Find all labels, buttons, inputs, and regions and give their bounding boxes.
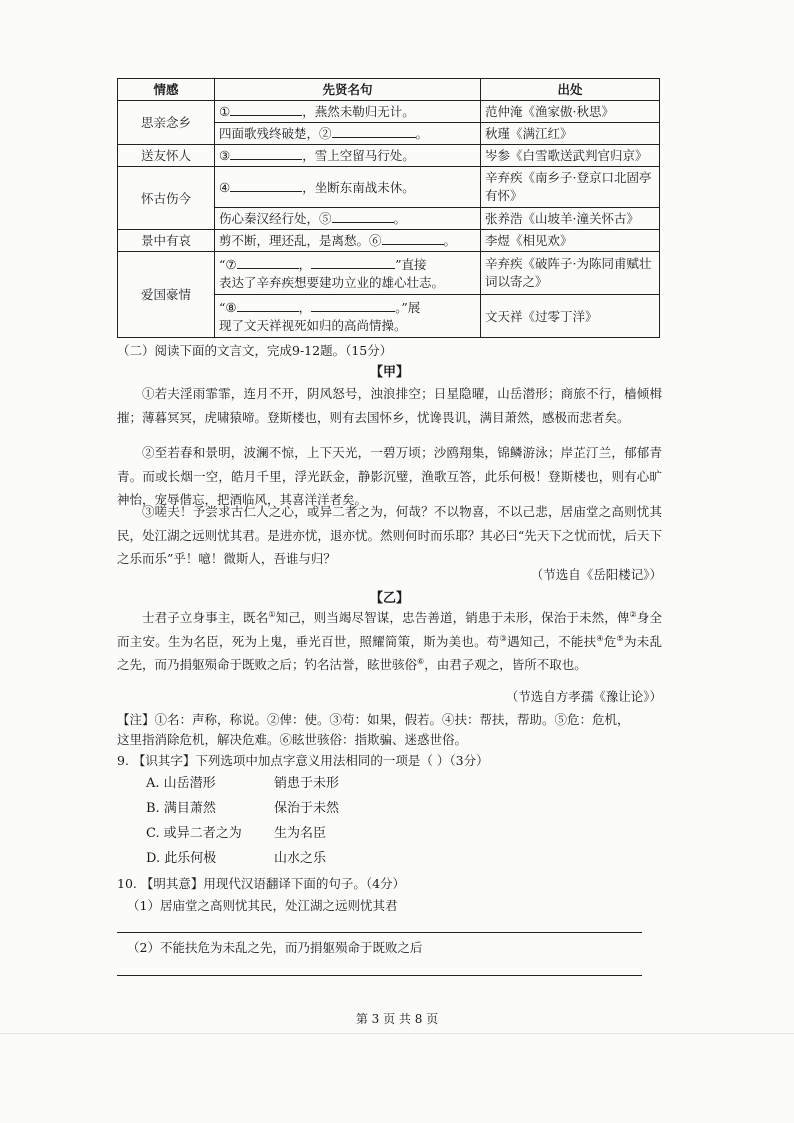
emotion-cell: 爱国豪情	[118, 252, 215, 338]
question-10-sentence-1: （1）居庙堂之高则忧其民，处江湖之远则忧其君	[127, 898, 398, 913]
notes-line-1: 【注】①名：声称，称说。②俾：使。③苟：如果，假若。④扶：帮扶，帮助。⑤危：危机，	[117, 712, 630, 727]
table-row	[118, 252, 660, 295]
quote-cell: ④ ，坐断东南战未休。	[215, 167, 481, 208]
option-a-right: 销患于未形	[274, 776, 340, 791]
option-d-right: 山水之乐	[274, 851, 327, 866]
yi-heading: 【乙】	[369, 591, 409, 606]
option-b-right: 保治于未然	[274, 801, 340, 816]
header-quote: 先贤名句	[215, 79, 481, 101]
section-title: （二）阅读下面的文言文，完成9-12题。（15分）	[117, 343, 393, 358]
header-source: 出处	[481, 79, 660, 101]
answer-line-2[interactable]	[117, 975, 642, 976]
yi-source: （节选自方孝孺《豫让论》）	[505, 689, 662, 704]
fill-blank-6[interactable]	[382, 231, 444, 245]
source-cell: 文天祥《过零丁洋》	[481, 295, 660, 338]
yi-paragraph: 士君子立身事主，既名①知己，则当竭尽智谋，忠告善道，销患于未形，保治于未然，俾②身全而主安。生为名臣，死为上鬼，垂光百世，照耀简策，斯为美也。苟③遇知己，不能扶④危⑤为未乱之先，而乃捐躯殒命于既败之后；钓名沽誉，眩世骇俗⑥，由君子观之，皆所不取也。	[117, 609, 662, 673]
option-c[interactable]: C. 或异二者之为	[146, 826, 242, 841]
table-header-row	[118, 79, 660, 101]
quote-cell: 伤心秦汉经行处，⑤ 。	[215, 208, 481, 230]
jia-heading: 【甲】	[369, 365, 409, 380]
table-row	[118, 145, 660, 167]
source-cell: 岑参《白雪歌送武判官归京》	[481, 145, 660, 167]
table-row	[118, 101, 660, 123]
question-9-stem: 9. 【识其字】下列选项中加点字意义用法相同的一项是（ ）（3分）	[117, 753, 489, 768]
option-a[interactable]: A. 山岳潜形	[146, 776, 216, 791]
footer-divider	[0, 1033, 794, 1034]
source-cell: 秋瑾《满江红》	[481, 123, 660, 145]
table-row	[118, 230, 660, 252]
option-d[interactable]: D. 此乐何极	[146, 851, 217, 866]
emotion-cell: 送友怀人	[118, 145, 215, 167]
fill-blank-1[interactable]	[230, 102, 302, 116]
fill-blank-3[interactable]	[230, 146, 302, 160]
source-cell: 李煜《相见欢》	[481, 230, 660, 252]
source-cell: 张养浩《山坡羊·潼关怀古》	[481, 208, 660, 230]
answer-line-1[interactable]	[117, 932, 642, 933]
source-cell: 辛弃疾《破阵子·为陈同甫赋壮词以寄之》	[481, 252, 660, 295]
fill-blank-8b[interactable]	[311, 298, 395, 312]
emotion-cell: 怀古伤今	[118, 167, 215, 230]
jia-source: （节选自《岳阳楼记》）	[530, 567, 662, 582]
quote-cell: “⑧ ， 。”展 现了文天祥视死如归的高尚情操。	[215, 295, 481, 338]
notes-line-2: 这里指消除危机，解决危难。⑥眩世骇俗：指欺骗、迷惑世俗。	[117, 732, 468, 747]
table-row	[118, 167, 660, 208]
jia-paragraph-2: ②至若春和景明，波澜不惊，上下天光，一碧万顷；沙鸥翔集，锦鳞游泳；岸芷汀兰，郁郁青青。而或长烟一空，皓月千里，浮光跃金，静影沉璧，渔歌互答，此乐何极！登斯楼也，则有心旷神怡，宠辱偕忘，把酒临风，其喜洋洋者矣。	[117, 445, 662, 508]
fill-blank-7b[interactable]	[311, 255, 395, 269]
fill-blank-8a[interactable]	[237, 298, 299, 312]
fill-blank-5[interactable]	[332, 209, 394, 223]
jia-paragraph-1: ①若夫淫雨霏霏，连月不开，阴风怒号，浊浪排空；日星隐曜，山岳潜形；商旅不行，樯倾楫摧；薄暮冥冥，虎啸猿啼。登斯楼也，则有去国怀乡，忧谗畏讥，满目萧然，感极而悲者矣。	[117, 386, 662, 425]
question-10-stem: 10. 【明其意】用现代汉语翻译下面的句子。（4分）	[117, 876, 406, 891]
quote-cell: ① ，燕然未勒归无计。	[215, 101, 481, 123]
quote-cell: 四面歌残终破楚，② 。	[215, 123, 481, 145]
emotion-cell: 景中有哀	[118, 230, 215, 252]
fill-blank-7a[interactable]	[237, 255, 299, 269]
option-b[interactable]: B. 满目萧然	[146, 801, 216, 816]
jia-paragraph-3: ③嗟夫！予尝求古仁人之心，或异二者之为，何哉？不以物喜，不以己悲，居庙堂之高则忧其民，处江湖之远则忧其君。是进亦忧，退亦忧。然则何时而乐耶？其必曰“先天下之忧而忧，后天下之乐而乐”乎！噫！微斯人，吾谁与归？	[117, 504, 662, 567]
source-cell: 辛弃疾《南乡子·登京口北固亭有怀》	[481, 167, 660, 208]
quote-cell: 剪不断，理还乱，是离愁。⑥ 。	[215, 230, 481, 252]
quote-cell: “⑦ ， ”直接 表达了辛弃疾想要建功立业的雄心壮志。	[215, 252, 481, 295]
question-10-sentence-2: （2）不能扶危为未乱之先，而乃捐躯殒命于既败之后	[127, 940, 423, 955]
header-emotion: 情感	[118, 79, 215, 101]
quote-cell: ③ ，雪上空留马行处。	[215, 145, 481, 167]
fill-blank-4[interactable]	[230, 178, 302, 192]
source-cell: 范仲淹《渔家傲·秋思》	[481, 101, 660, 123]
page-number: 第 3 页 共 8 页	[355, 1012, 439, 1026]
option-c-right: 生为名臣	[274, 826, 327, 841]
poem-table	[117, 78, 660, 338]
emotion-cell: 思亲念乡	[118, 101, 215, 145]
fill-blank-2[interactable]	[332, 124, 416, 138]
